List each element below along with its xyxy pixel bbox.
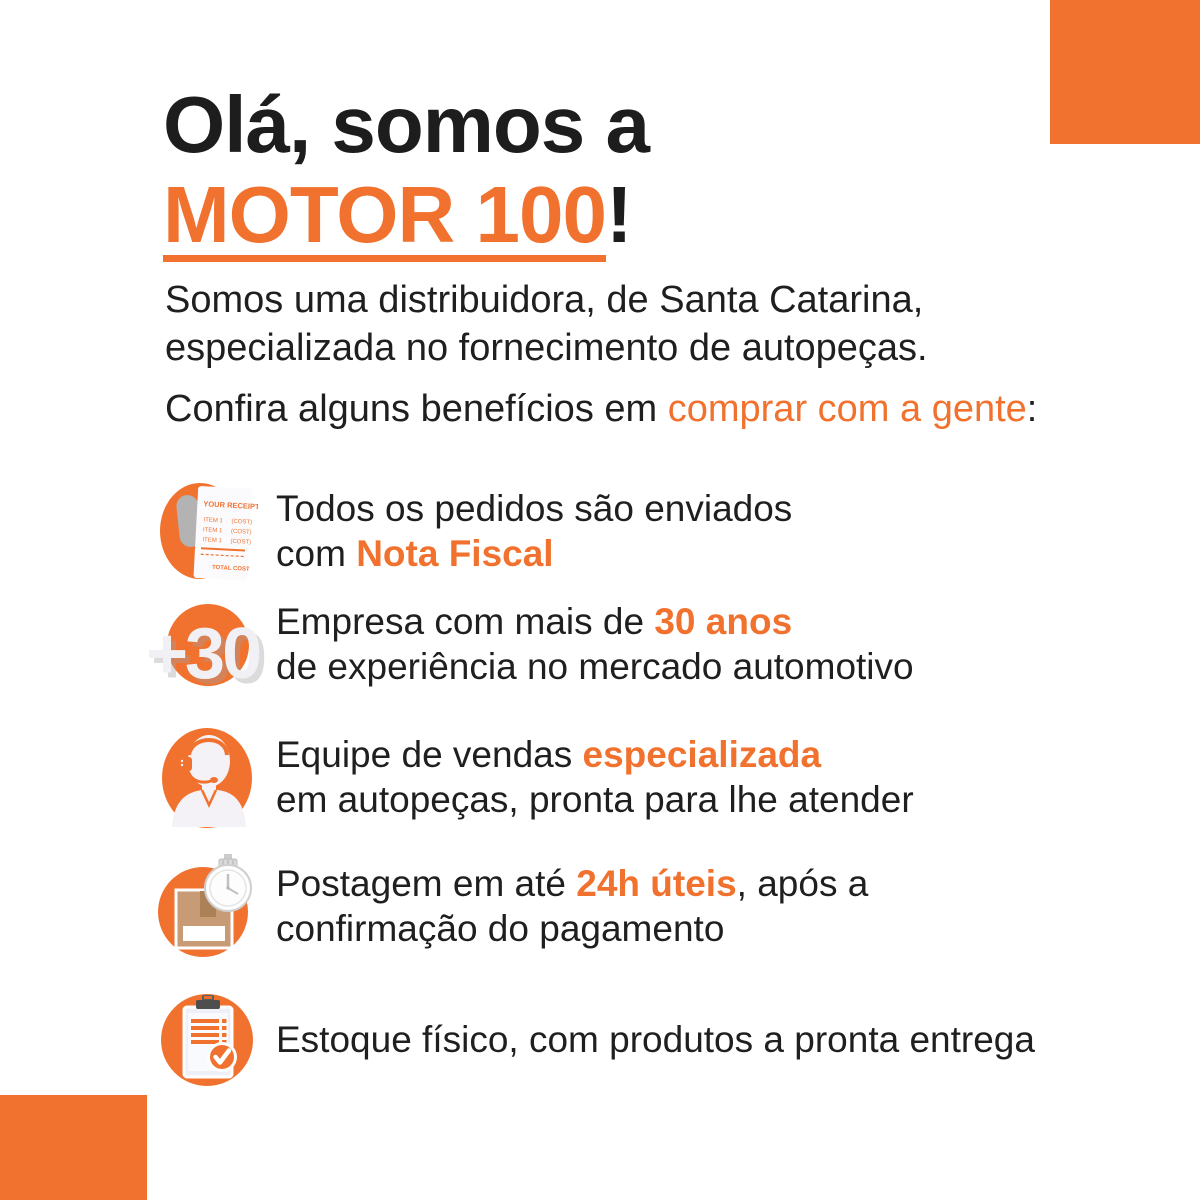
- svg-text:ITEM 1: ITEM 1: [202, 527, 223, 535]
- benefit-item-postagem: [156, 850, 868, 962]
- benefits-intro-highlight: comprar com a gente: [667, 388, 1027, 430]
- benefits-intro-colon: :: [1026, 388, 1038, 430]
- benefit-item-30-anos: [146, 588, 914, 700]
- plus-30-label: +30: [146, 614, 260, 694]
- svg-text:ITEM 1: ITEM 1: [203, 517, 223, 525]
- page-title: [163, 80, 649, 260]
- plus-30-badge: [146, 588, 260, 700]
- clipboard-check-icon: [156, 983, 258, 1095]
- intro-line-1: Somos uma distribuidora, de Santa Catarina,: [165, 279, 924, 321]
- support-agent-icon: [156, 721, 258, 833]
- svg-text:(COST): (COST): [230, 538, 252, 546]
- title-brand-line: [163, 170, 649, 260]
- receipt-icon: [156, 475, 258, 587]
- svg-text:(COST): (COST): [231, 518, 253, 526]
- benefits-intro-pre: Confira alguns benefícios em: [165, 388, 668, 430]
- intro-line-2: especializada no fornecimento de autopeças.: [165, 327, 928, 369]
- bottom-left-orange-square: [0, 1095, 147, 1200]
- intro-paragraph: [165, 276, 928, 372]
- benefit-item-equipe: [156, 721, 914, 833]
- svg-text:(COST): (COST): [230, 528, 252, 536]
- benefit-item-estoque: [156, 983, 1035, 1095]
- title-exclamation: !: [606, 170, 632, 259]
- receipt-total-text: TOTAL COST: [211, 564, 250, 573]
- benefit-text: Postagem em até 24h úteis, após a confirmação do pagamento: [276, 863, 869, 949]
- benefit-text: Empresa com mais de 30 anos de experiência no mercado automotivo: [276, 601, 914, 687]
- brand-name: MOTOR 100: [163, 170, 606, 259]
- receipt-title-text: YOUR RECEIPT: [203, 499, 258, 512]
- benefit-item-nota-fiscal: [156, 475, 792, 587]
- shipping-box-stopwatch-icon: [156, 850, 258, 962]
- benefit-text: Equipe de vendas especializada em autopeças, pronta para lhe atender: [276, 734, 914, 820]
- benefit-text: Todos os pedidos são enviados com Nota Fiscal: [276, 488, 793, 574]
- benefits-intro: [165, 388, 1037, 431]
- benefit-text: Estoque físico, com produtos a pronta entrega: [276, 1018, 1035, 1060]
- title-greeting: Olá, somos a: [163, 80, 649, 169]
- top-right-orange-square: [1050, 0, 1200, 144]
- svg-text:ITEM 1: ITEM 1: [202, 537, 222, 545]
